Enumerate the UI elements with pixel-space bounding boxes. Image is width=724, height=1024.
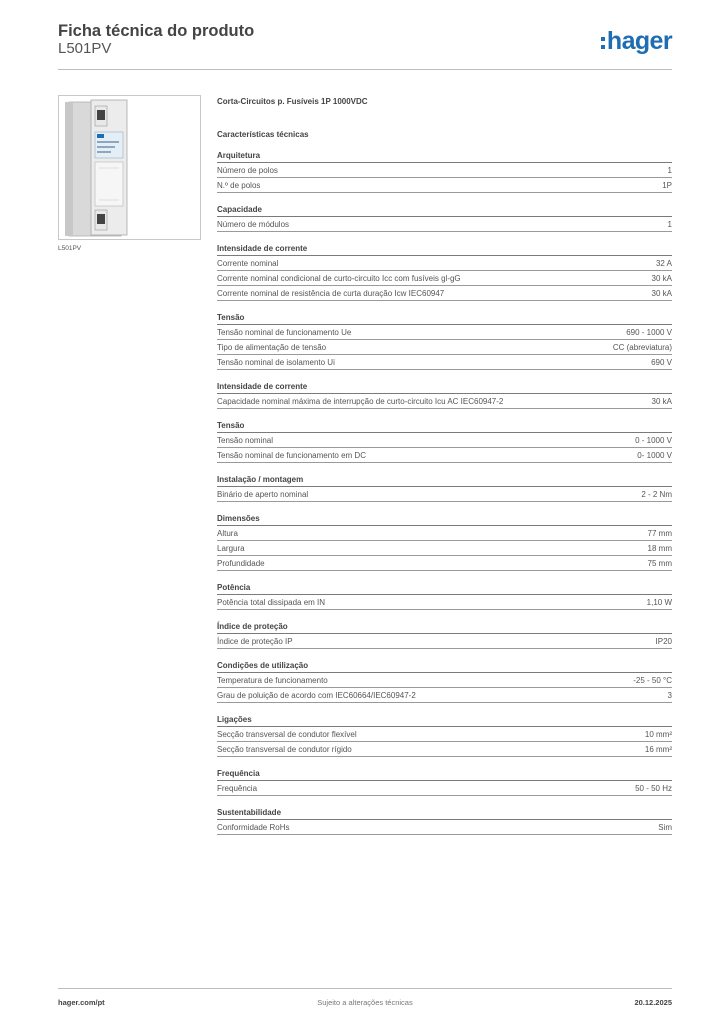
spec-label: Corrente nominal condicional de curto-circuito Icc com fusíveis gl-gG xyxy=(217,273,461,283)
spec-value: 10 mm² xyxy=(644,729,672,739)
section-title: Tensão xyxy=(217,311,672,325)
footer-date: 20.12.2025 xyxy=(634,998,672,1007)
spec-label: Corrente nominal de resistência de curta duração Icw IEC60947 xyxy=(217,288,445,298)
spec-row xyxy=(217,595,672,610)
spec-label: Tensão nominal de funcionamento Ue xyxy=(217,327,352,337)
footer-notice: Sujeito a alterações técnicas xyxy=(317,998,413,1007)
spec-label: Altura xyxy=(217,528,238,538)
page-footer xyxy=(58,988,672,1010)
spec-row xyxy=(217,178,672,193)
section-title: Arquitetura xyxy=(217,149,672,163)
spec-value: 75 mm xyxy=(647,558,672,568)
spec-label: Capacidade nominal máxima de interrupção de curto-circuito Icu AC IEC60947-2 xyxy=(217,396,504,406)
spec-row xyxy=(217,688,672,703)
spec-row xyxy=(217,742,672,757)
product-name: Corta-Circuitos p. Fusíveis 1P 1000VDC xyxy=(217,97,368,106)
spec-label: Tensão nominal xyxy=(217,435,274,445)
section-title: Dimensões xyxy=(217,512,672,526)
spec-row xyxy=(217,781,672,796)
spec-value: 77 mm xyxy=(647,528,672,538)
spec-label: Secção transversal de condutor flexível xyxy=(217,729,357,739)
spec-row xyxy=(217,541,672,556)
spec-row xyxy=(217,286,672,301)
spec-label: Frequência xyxy=(217,783,258,793)
fuse-holder-icon xyxy=(59,96,200,239)
spec-label: Índice de proteção IP xyxy=(217,636,293,646)
spec-label: Binário de aperto nominal xyxy=(217,489,309,499)
spec-value: CC (abreviatura) xyxy=(612,342,672,352)
spec-label: Número de módulos xyxy=(217,219,290,229)
spec-value: Sim xyxy=(658,822,672,832)
spec-label: Número de polos xyxy=(217,165,278,175)
spec-label: Profundidade xyxy=(217,558,265,568)
spec-label: Temperatura de funcionamento xyxy=(217,675,328,685)
spec-label: N.º de polos xyxy=(217,180,261,190)
section-title: Índice de proteção xyxy=(217,620,672,634)
spec-label: Tensão nominal de funcionamento em DC xyxy=(217,450,366,460)
spec-label: Potência total dissipada em IN xyxy=(217,597,326,607)
spec-value: 690 V xyxy=(651,357,672,367)
spec-row xyxy=(217,634,672,649)
spec-value: 18 mm xyxy=(647,543,672,553)
spec-value: 30 kA xyxy=(651,273,672,283)
spec-row xyxy=(217,394,672,409)
spec-value: 0- 1000 V xyxy=(637,450,672,460)
section-title: Condições de utilização xyxy=(217,659,672,673)
spec-label: Grau de poluição de acordo com IEC60664/IEC60947-2 xyxy=(217,690,416,700)
spec-row xyxy=(217,556,672,571)
spec-value: 16 mm² xyxy=(644,744,672,754)
section-title: Tensão xyxy=(217,419,672,433)
spec-row xyxy=(217,820,672,835)
page-title: Ficha técnica do produto xyxy=(58,22,255,40)
specs-heading: Características técnicas xyxy=(217,130,309,139)
spec-row xyxy=(217,325,672,340)
spec-sections xyxy=(217,149,672,835)
spec-label: Tensão nominal de isolamento Ui xyxy=(217,357,335,367)
spec-row xyxy=(217,433,672,448)
section-title: Sustentabilidade xyxy=(217,806,672,820)
logo-text: hager xyxy=(606,27,672,55)
spec-value: 3 xyxy=(667,690,672,700)
spec-row xyxy=(217,526,672,541)
spec-value: IP20 xyxy=(655,636,672,646)
spec-value: 1,10 W xyxy=(646,597,672,607)
section-title: Instalação / montagem xyxy=(217,473,672,487)
spec-value: 1P xyxy=(662,180,672,190)
spec-row xyxy=(217,271,672,286)
spec-value: 50 - 50 Hz xyxy=(635,783,672,793)
footer-website: hager.com/pt xyxy=(58,998,105,1007)
spec-label: Corrente nominal xyxy=(217,258,279,268)
spec-row xyxy=(217,355,672,370)
spec-row xyxy=(217,673,672,688)
section-title: Potência xyxy=(217,581,672,595)
section-title: Frequência xyxy=(217,767,672,781)
spec-row xyxy=(217,217,672,232)
spec-value: 30 kA xyxy=(651,288,672,298)
page-header xyxy=(58,20,672,70)
spec-value: 30 kA xyxy=(651,396,672,406)
spec-row xyxy=(217,256,672,271)
section-title: Intensidade de corrente xyxy=(217,380,672,394)
spec-value: 0 - 1000 V xyxy=(635,435,672,445)
section-title: Intensidade de corrente xyxy=(217,242,672,256)
spec-value: 690 - 1000 V xyxy=(626,327,672,337)
section-title: Capacidade xyxy=(217,203,672,217)
spec-row xyxy=(217,448,672,463)
spec-value: -25 - 50 °C xyxy=(633,675,672,685)
spec-row xyxy=(217,340,672,355)
product-reference: L501PV xyxy=(58,40,112,57)
spec-row xyxy=(217,727,672,742)
spec-value: 2 - 2 Nm xyxy=(641,489,672,499)
spec-value: 1 xyxy=(667,219,672,229)
product-image xyxy=(58,95,201,240)
spec-value: 32 A xyxy=(655,258,672,268)
hager-logo xyxy=(601,27,672,55)
spec-row xyxy=(217,163,672,178)
spec-label: Tipo de alimentação de tensão xyxy=(217,342,327,352)
spec-label: Secção transversal de condutor rígido xyxy=(217,744,352,754)
spec-label: Largura xyxy=(217,543,245,553)
section-title: Ligações xyxy=(217,713,672,727)
logo-colon-icon xyxy=(601,37,605,49)
spec-label: Conformidade RoHs xyxy=(217,822,290,832)
spec-row xyxy=(217,487,672,502)
spec-value: 1 xyxy=(667,165,672,175)
spec-content xyxy=(217,97,672,835)
product-image-caption: L501PV xyxy=(58,245,82,252)
